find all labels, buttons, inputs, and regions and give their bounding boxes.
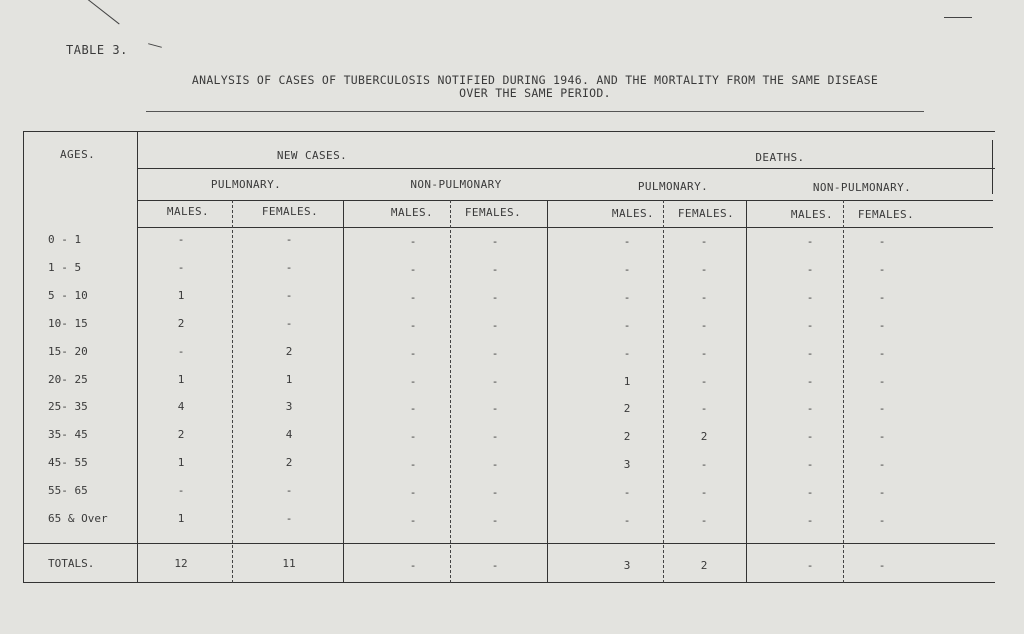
header-males: MALES. [390,206,434,219]
table-cell: - [700,514,708,527]
table-cell: 1 [177,456,185,469]
header-nc-non-pulmonary: NON-PULMONARY [410,178,502,191]
table-cell: - [177,261,185,274]
header-d-pulmonary: PULMONARY. [637,180,709,193]
table-cell: - [491,458,499,471]
column-divider [232,200,233,583]
table-cell: 1 [623,375,631,388]
header-deaths: DEATHS. [755,151,805,164]
column-header-rule [138,227,993,228]
table-label: TABLE 3. [66,43,128,57]
table-cell: - [806,263,814,276]
header-females: FEMALES. [261,205,319,218]
table-cell: - [700,347,708,360]
table-cell: - [285,233,293,246]
table-cell: - [285,512,293,525]
table-cell: 4 [177,400,185,413]
table-cell: - [409,291,417,304]
table-cell: - [700,291,708,304]
table-cell: - [491,235,499,248]
table-cell: - [177,233,185,246]
age-group-label: 25- 35 [48,400,88,413]
table-cell: - [623,263,631,276]
table-cell: - [700,263,708,276]
table-cell: - [285,484,293,497]
header-females: FEMALES. [464,206,522,219]
header-d-non-pulmonary: NON-PULMONARY. [812,181,912,194]
table-cell: 1 [177,512,185,525]
table-cell: - [409,375,417,388]
table-cell: - [806,514,814,527]
table-cell: - [700,402,708,415]
table-cell: - [878,402,886,415]
header-females: FEMALES. [677,207,735,220]
totals-top-rule [23,543,995,544]
table-cell: - [806,347,814,360]
d-pulmonary-divider [746,200,747,583]
table-cell: 2 [623,402,631,415]
header-females: FEMALES. [857,208,915,221]
table-cell: - [700,486,708,499]
table-cell: - [806,291,814,304]
totals-cell: 2 [700,559,708,572]
age-group-label: 20- 25 [48,373,88,386]
table-cell: - [491,430,499,443]
totals-cell: 11 [282,557,296,570]
column-divider [450,200,451,583]
table-cell: 2 [285,456,293,469]
table-cell: - [177,345,185,358]
table-cell: 2 [177,428,185,441]
column-divider [663,200,664,583]
table-cell: - [409,458,417,471]
table-cell: - [878,347,886,360]
totals-cell: 3 [623,559,631,572]
ages-divider [137,131,138,583]
table-cell: - [806,430,814,443]
table-cell: - [491,514,499,527]
table-left-rule [23,131,24,583]
table-cell: - [878,235,886,248]
totals-cell: - [878,559,886,572]
table-cell: - [878,430,886,443]
table-cell: - [285,261,293,274]
table-cell: - [409,235,417,248]
totals-cell: - [491,559,499,572]
table-cell: - [878,263,886,276]
table-cell: - [409,263,417,276]
table-cell: - [878,375,886,388]
table-cell: 2 [623,430,631,443]
table-cell: - [806,319,814,332]
table-cell: - [806,486,814,499]
header-new-cases: NEW CASES. [276,149,348,162]
table-cell: - [491,486,499,499]
table-cell: - [177,484,185,497]
table-cell: 2 [700,430,708,443]
table-cell: - [623,235,631,248]
header-males: MALES. [611,207,655,220]
table-cell: 1 [177,289,185,302]
title-line-1: ANALYSIS OF CASES OF TUBERCULOSIS NOTIFIED DURING 1946. AND THE MORTALITY FROM THE SAME DISEASE [191,73,879,87]
table-cell: - [878,458,886,471]
table-cell: - [409,347,417,360]
table-right-rule [992,140,993,194]
table-cell: - [878,319,886,332]
table-cell: - [623,291,631,304]
header-males: MALES. [790,208,834,221]
age-group-label: 55- 65 [48,484,88,497]
subgroup-header-rule [138,200,993,201]
table-cell: - [623,486,631,499]
totals-cell: - [409,559,417,572]
table-cell: - [285,289,293,302]
table-cell: - [623,319,631,332]
table-cell: - [878,514,886,527]
table-cell: - [806,458,814,471]
table-cell: 1 [285,373,293,386]
age-group-label: 10- 15 [48,317,88,330]
table-cell: - [878,291,886,304]
table-top-rule [23,131,995,132]
table-cell: - [491,291,499,304]
table-cell: - [700,375,708,388]
age-group-label: 35- 45 [48,428,88,441]
table-cell: 4 [285,428,293,441]
nc-pulmonary-divider [343,200,344,583]
table-cell: - [623,347,631,360]
table-cell: - [491,319,499,332]
header-ages: AGES. [60,148,96,161]
table-cell: - [409,430,417,443]
title-line-2: OVER THE SAME PERIOD. [459,86,611,100]
table-cell: - [409,402,417,415]
totals-label: TOTALS. [48,557,95,570]
table-cell: - [491,402,499,415]
age-group-label: 1 - 5 [48,261,82,274]
table-cell: - [623,514,631,527]
totals-cell: - [806,559,814,572]
age-group-label: 5 - 10 [48,289,88,302]
age-group-label: 15- 20 [48,345,88,358]
new-cases-deaths-divider [547,200,548,583]
table-cell: 2 [285,345,293,358]
table-bottom-rule [23,582,995,583]
table-cell: - [285,317,293,330]
table-cell: - [409,486,417,499]
table-cell: 1 [177,373,185,386]
table-cell: 3 [285,400,293,413]
table-cell: 2 [177,317,185,330]
table-cell: - [491,263,499,276]
group-header-rule [138,168,995,169]
header-nc-pulmonary: PULMONARY. [210,178,282,191]
totals-cell: 12 [174,557,188,570]
table-cell: - [700,458,708,471]
table-cell: - [806,375,814,388]
column-divider [843,200,844,583]
age-group-label: 45- 55 [48,456,88,469]
table-cell: - [806,235,814,248]
table-cell: - [700,319,708,332]
age-group-label: 0 - 1 [48,233,82,246]
table-cell: - [409,319,417,332]
table-cell: 3 [623,458,631,471]
table-cell: - [878,486,886,499]
table-cell: - [491,347,499,360]
header-males: MALES. [166,205,210,218]
table-cell: - [409,514,417,527]
table-cell: - [806,402,814,415]
table-cell: - [700,235,708,248]
table-cell: - [491,375,499,388]
age-group-label: 65 & Over [48,512,108,525]
